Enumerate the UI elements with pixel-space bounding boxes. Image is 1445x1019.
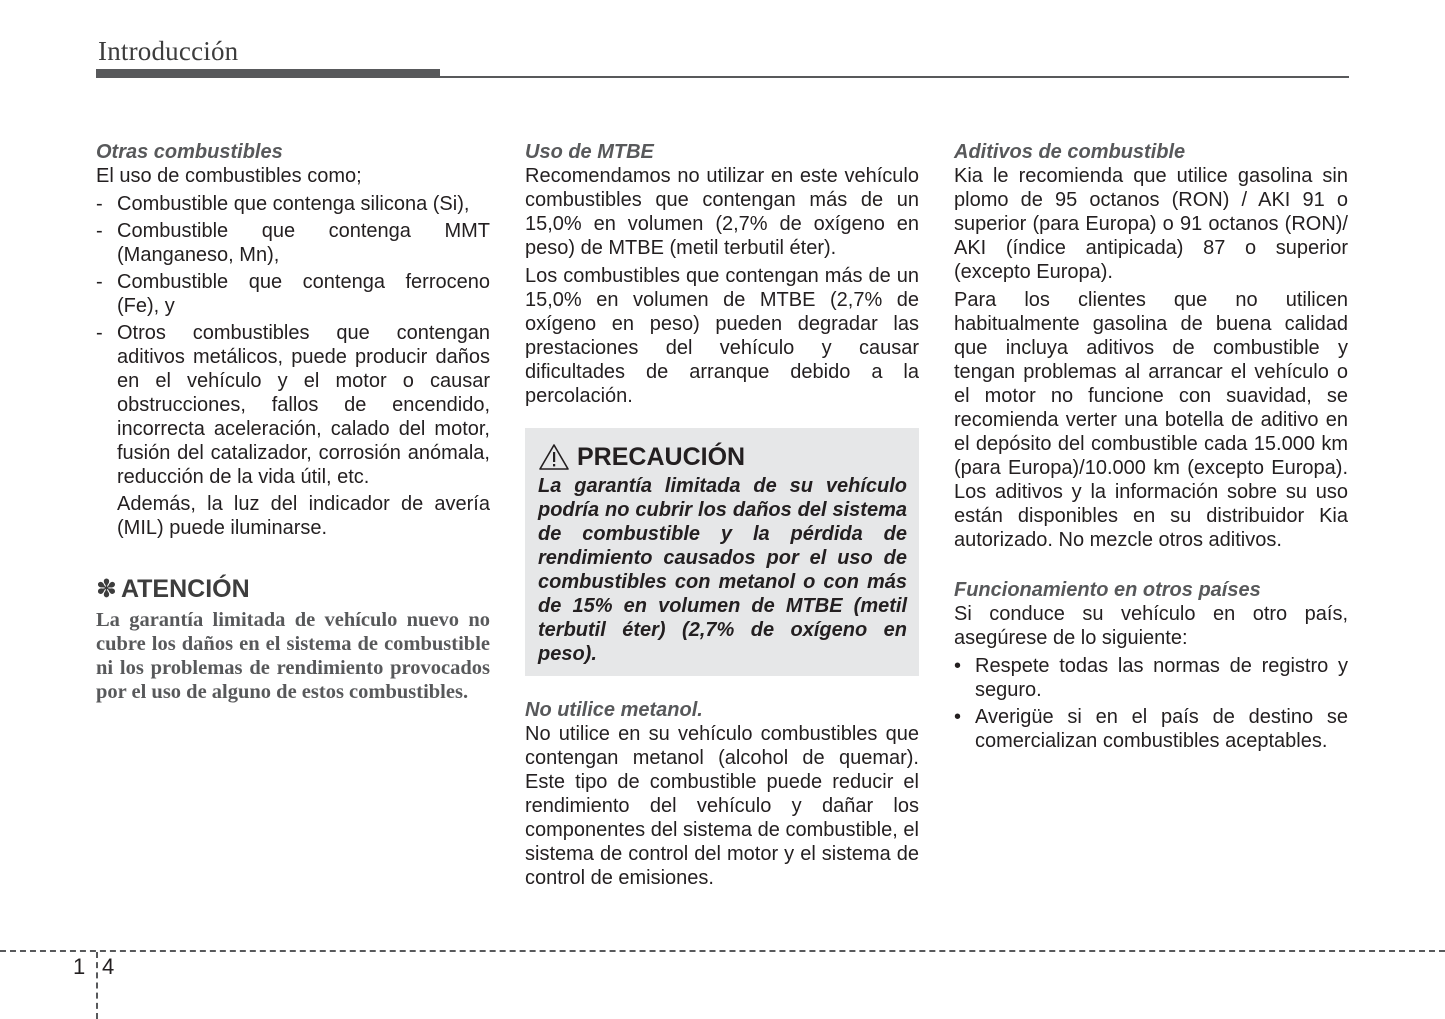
dash-marker: -: [96, 220, 103, 242]
paragraph-additives-1: Kia le recomienda que utilice gasolina sin plomo de 95 octanos (RON) / AKI 91 o superior (para Europa) o 91 octanos (RON)/ AKI (índice antipicada) 87 o superior (excepto Europa).: [954, 165, 1348, 283]
column-2: [525, 140, 919, 894]
dash-marker: -: [96, 322, 103, 344]
list-item: - Otros combustibles que contengan aditivos metálicos, puede producir daños en el vehículo y el motor o causar obstrucciones, fallos de encendido, incorrecta aceleración, calado del motor, fusión del catalizador, corrosión anómala, reducción de la vida útil, etc.: [96, 322, 490, 488]
header-title: Introducción: [98, 36, 239, 66]
column-3: [954, 140, 1348, 756]
section-number: 1: [73, 954, 86, 979]
section-heading-other-countries: Funcionamiento en otros países: [954, 579, 1261, 601]
footer-dashed-divider: [96, 952, 98, 1019]
paragraph-other-countries: Si conduce su vehículo en otro país, asegúrese de lo siguiente:: [954, 603, 1348, 649]
country-bullet-list: [954, 654, 1348, 753]
caution-box: [525, 428, 919, 676]
header-bar-thin: [440, 76, 1349, 78]
section-heading-additives: Aditivos de combustible: [954, 141, 1186, 163]
list-item: • Averigüe si en el país de destino se comercializan combustibles aceptables.: [954, 706, 1348, 752]
paragraph-mtbe-2: Los combustibles que contengan más de un 15,0% en volumen de MTBE (2,7% de oxígeno en peso) pueden degradar las prestaciones del vehículo y causar dificultades de arranque debido a la percolación.: [525, 265, 919, 407]
paragraph-intro: El uso de combustibles como;: [96, 165, 362, 187]
paragraph-additives-2: Para los clientes que no utilicen habitualmente gasolina de buena calidad que incluya aditivos de combustible y tengan problemas al arrancar el vehículo o el motor no funcione con suavidad, se recomienda verter una botella de aditivo en el depósito del combustible cada 15.000 km (para Europa)/10.000 km (excepto Europa). Los aditivos y la información sobre su uso están disponibles en su distribuidor Kia autorizado. No mezcle otros aditivos.: [954, 289, 1348, 551]
section-heading-other-fuels: Otras combustibles: [96, 141, 283, 163]
list-item: • Respete todas las normas de registro y seguro.: [954, 655, 1348, 701]
bullet-marker: •: [954, 655, 962, 677]
caution-title: PRECAUCIÓN: [577, 443, 746, 471]
dash-marker: -: [96, 193, 103, 215]
header-bar-thick: [96, 69, 440, 78]
paragraph-mil: Además, la luz del indicador de avería (MIL) puede iluminarse.: [117, 493, 490, 539]
section-heading-mtbe: Uso de MTBE: [525, 141, 654, 163]
list-item: - Combustible que contenga silicona (Si),: [96, 193, 470, 215]
footer-dashed-line: [0, 950, 1445, 952]
column-1: [96, 140, 490, 704]
list-item: - Combustible que contenga ferroceno (Fe), y: [96, 271, 490, 317]
fuel-list: [96, 192, 490, 489]
warning-triangle-icon: [538, 443, 570, 471]
paragraph-mtbe-1: Recomendamos no utilizar en este vehículo combustibles que contengan más de un 15,0% en volumen (2,7% de oxígeno en peso) de MTBE (metil terbutil éter).: [525, 165, 919, 259]
list-item: - Combustible que contenga MMT (Manganeso, Mn),: [96, 220, 490, 266]
attention-title: ATENCIÓN: [120, 575, 250, 603]
spacer: [954, 556, 1348, 578]
caution-heading: [538, 442, 907, 472]
asterisk-icon: ✽: [96, 575, 117, 603]
caution-text: La garantía limitada de su vehículo podría no cubrir los daños del sistema de combustible y la pérdida de rendimiento causados por el uso de combustibles con metanol o con más de 15% en volumen de MTBE (metil terbutil éter) (2,7% de oxígeno en peso).: [538, 475, 907, 665]
bullet-marker: •: [954, 706, 962, 728]
page-number: 4: [102, 954, 115, 979]
attention-text: La garantía limitada de vehículo nuevo no cubre los daños en el sistema de combustible ni los problemas de rendimiento provocados por el uso de alguno de estos combustibles.: [96, 609, 490, 703]
attention-heading: [96, 574, 490, 604]
paragraph-methanol: No utilice en su vehículo combustibles que contengan metanol (alcohol de quemar). Este tipo de combustible puede reducir el rendimiento del vehículo y dañar los componentes del sistema de combustible, el sistema de control del motor y el sistema de control de emisiones.: [525, 723, 919, 889]
section-heading-methanol: No utilice metanol.: [525, 699, 703, 721]
dash-marker: -: [96, 271, 103, 293]
